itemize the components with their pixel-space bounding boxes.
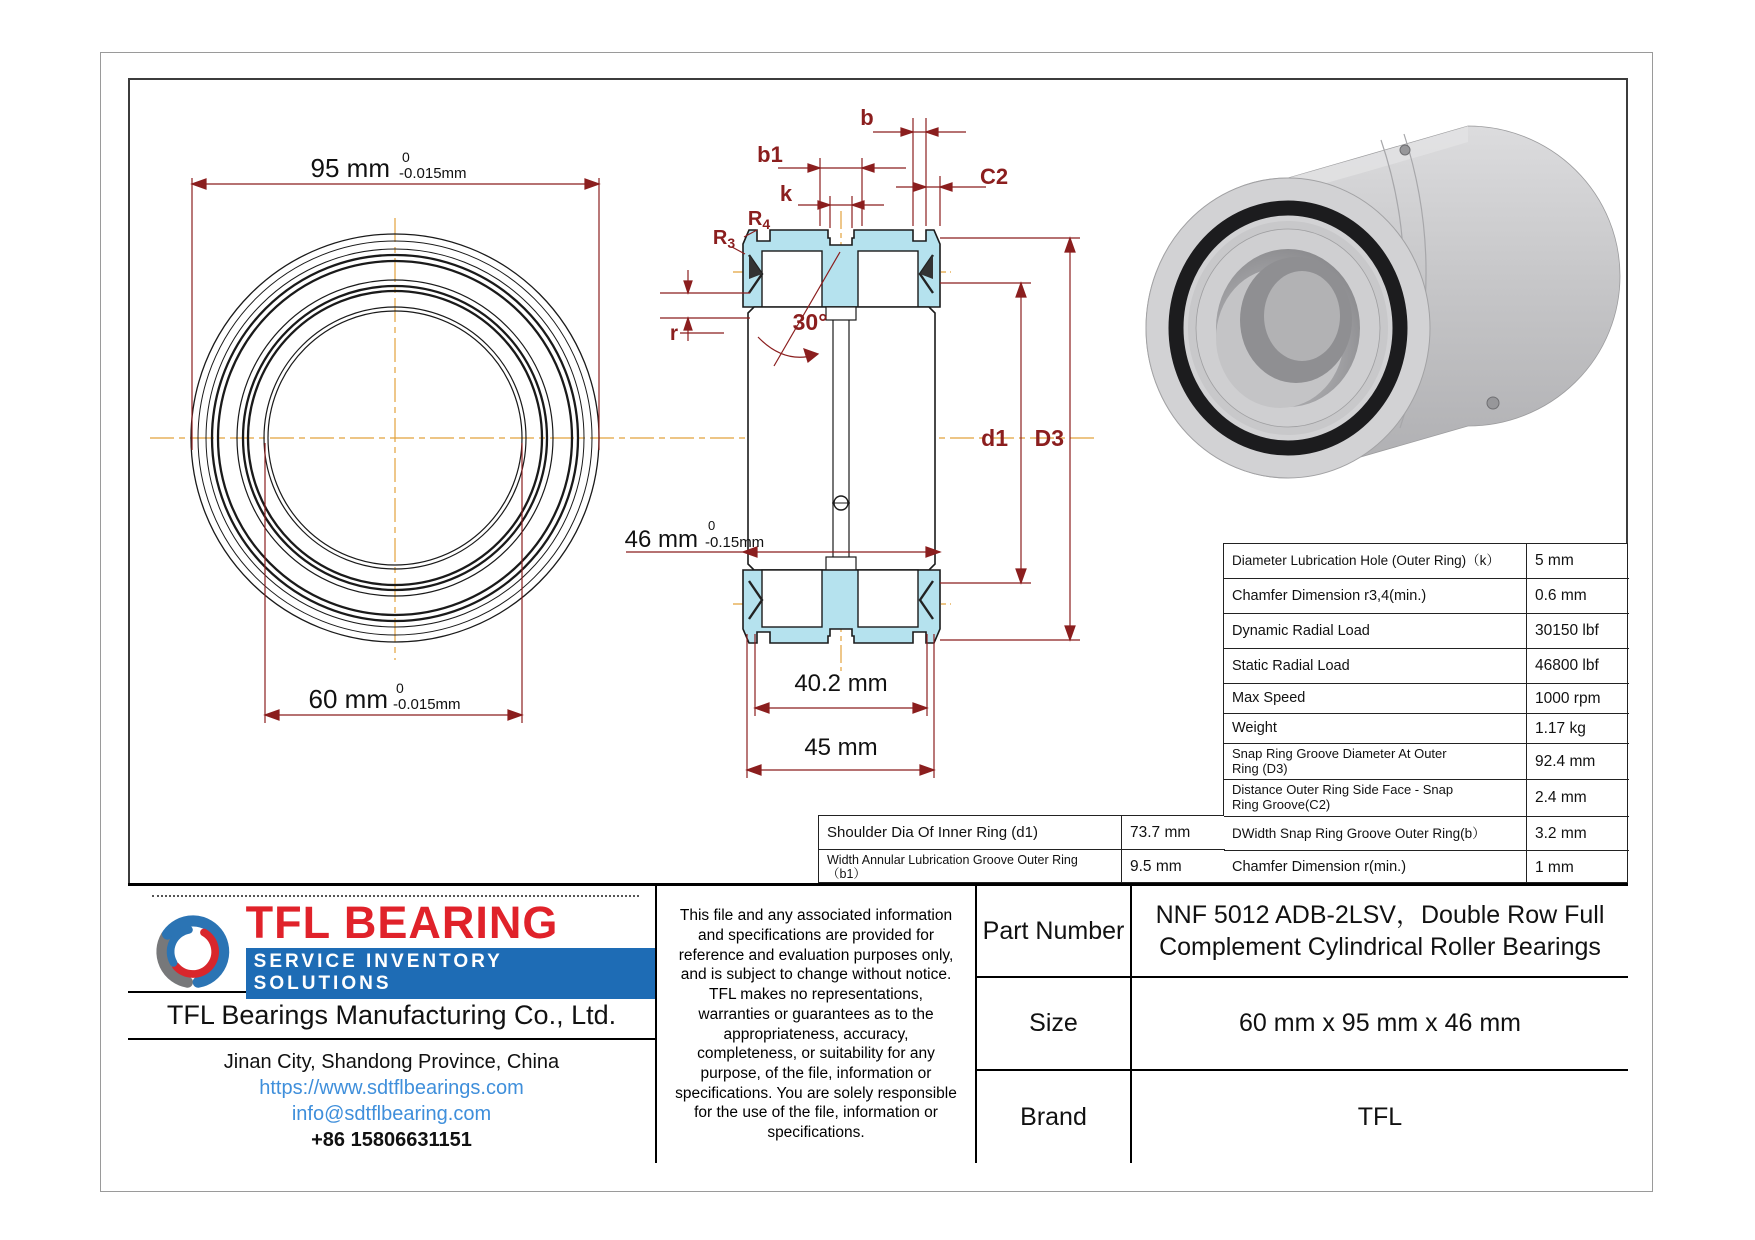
- field-label-column: [977, 886, 1130, 1163]
- spec-value: 1 mm: [1526, 851, 1629, 884]
- spec-value: 5 mm: [1526, 544, 1629, 579]
- dim-95mm-tol-upper: 0: [402, 149, 410, 165]
- spec-label: DWidth Snap Ring Groove Outer Ring(b）: [1224, 817, 1526, 851]
- inner-ring-groove-bottom: [826, 557, 856, 570]
- dim-46mm-label: 46 mm: [624, 526, 698, 553]
- roller-top-right: [858, 251, 918, 307]
- dim-b: [873, 118, 966, 226]
- company-email-link[interactable]: info@sdtflbearing.com: [291, 1103, 492, 1125]
- company-name: TFL Bearings Manufacturing Co., Ltd.: [128, 993, 655, 1040]
- dim-60mm-tol-upper: 0: [396, 680, 404, 696]
- spec-value: 1000 rpm: [1526, 684, 1629, 714]
- roller-bottom-right: [858, 570, 918, 627]
- dim-60mm-label: 60 mm: [308, 684, 388, 714]
- bearing-3d-render: [1146, 126, 1620, 478]
- spec-label: Snap Ring Groove Diameter At Outer Ring (D3): [1224, 744, 1526, 780]
- dim-b1: [778, 158, 906, 226]
- spec-value: 30150 lbf: [1526, 614, 1629, 649]
- roller-bottom-left: [762, 570, 822, 627]
- dim-95mm-label: 95 mm: [310, 153, 390, 183]
- spec-label: Static Radial Load: [1224, 649, 1526, 684]
- lube-hole-3d-top: [1400, 145, 1410, 155]
- spec-value: 1.17 kg: [1526, 714, 1629, 744]
- dims-value: 73.7 mm: [1121, 816, 1225, 850]
- label-c2: C2: [979, 164, 1009, 189]
- label-r3: $R_3$: [712, 227, 736, 251]
- dims-table: [818, 815, 1224, 883]
- dims-label: Width Annular Lubrication Groove Outer Ring （b1）: [827, 852, 1078, 881]
- logo-tagline: SERVICE INVENTORY SOLUTIONS: [246, 948, 655, 999]
- dim-45mm-label: 45 mm: [804, 734, 878, 761]
- dim-c2: [896, 176, 986, 226]
- label-d1: d1: [981, 425, 1008, 451]
- dim-40-2mm-label: 40.2 mm: [794, 670, 888, 697]
- size-label: Size: [977, 978, 1130, 1071]
- spec-value: 3.2 mm: [1526, 817, 1629, 851]
- contact-info: [128, 1040, 655, 1163]
- dim-60mm: [265, 443, 522, 723]
- lube-hole-3d-bottom: [1487, 397, 1499, 409]
- spec-value: 46800 lbf: [1526, 649, 1629, 684]
- label-r4: $R_4$: [747, 208, 771, 232]
- spec-label: Chamfer Dimension r(min.): [1232, 859, 1407, 876]
- label-30deg: 30°: [792, 309, 828, 335]
- company-website-link[interactable]: https://www.sdtflbearings.com: [259, 1077, 524, 1099]
- company-phone: +86 15806631151: [311, 1129, 472, 1151]
- size-value: 60 mm x 95 mm x 46 mm: [1132, 978, 1628, 1071]
- spec-table: [1223, 543, 1628, 883]
- label-r: r: [669, 322, 679, 345]
- part-number-value: NNF 5012 ADB-2LSV，Double Row Full Complement Cylindrical Roller Bearings: [1132, 886, 1628, 978]
- field-value-column: [1130, 886, 1628, 1163]
- disclaimer-cell: [655, 886, 977, 1163]
- logo-wordmark: TFL BEARING: [245, 897, 559, 948]
- spec-label: Weight: [1224, 714, 1526, 744]
- company-column: [128, 886, 655, 1163]
- brand-label: Brand: [1020, 1102, 1087, 1131]
- spec-label: Distance Outer Ring Side Face - Snap Ring Groove(C2): [1224, 780, 1526, 817]
- inner-ring: [748, 307, 935, 570]
- part-number-label: Part Number: [977, 886, 1130, 978]
- spec-value: 2.4 mm: [1526, 780, 1629, 817]
- spec-value: 92.4 mm: [1526, 744, 1629, 780]
- dim-95mm-tol-lower: -0.015mm: [399, 165, 467, 182]
- label-d3: D3: [1034, 425, 1064, 451]
- dim-60mm-tol-lower: -0.015mm: [393, 696, 461, 713]
- brand-value: TFL: [1357, 1102, 1403, 1131]
- dims-label: Shoulder Dia Of Inner Ring (d1): [819, 816, 1121, 850]
- spec-label: Dynamic Radial Load: [1224, 614, 1526, 649]
- spec-label: Chamfer Dimension r3,4(min.): [1224, 579, 1526, 614]
- section-view: [625, 105, 1080, 778]
- logo-cell: [128, 886, 655, 993]
- spec-value: 0.6 mm: [1526, 579, 1629, 614]
- label-b1: b1: [757, 142, 783, 167]
- disclaimer-text: This file and any associated information and specifications are provided for reference and evaluation purposes only, and is subject to change without notice. TFL makes no representations, warranties or guarantees as to the appropriateness, accuracy, completeness, or suitability for any purpose, of the file, information or specifications. You are solely responsible for the use of the file, information or specifications.: [675, 907, 957, 1141]
- tfl-swirl-logo-icon: [150, 907, 236, 993]
- dim-46mm-tol-lower: -0.15mm: [705, 534, 765, 551]
- inner-ring-groove-top: [826, 307, 856, 320]
- front-view: [150, 149, 1095, 723]
- dims-value: 9.5 mm: [1121, 850, 1225, 884]
- title-block: [128, 883, 1628, 1160]
- company-address: Jinan City, Shandong Province, China: [223, 1051, 560, 1073]
- spec-label: Diameter Lubrication Hole (Outer Ring)（k）: [1224, 544, 1526, 579]
- label-k: k: [779, 181, 793, 206]
- dim-46mm-tol-upper: 0: [708, 518, 716, 533]
- label-b: b: [860, 105, 874, 130]
- spec-label: Max Speed: [1224, 684, 1526, 714]
